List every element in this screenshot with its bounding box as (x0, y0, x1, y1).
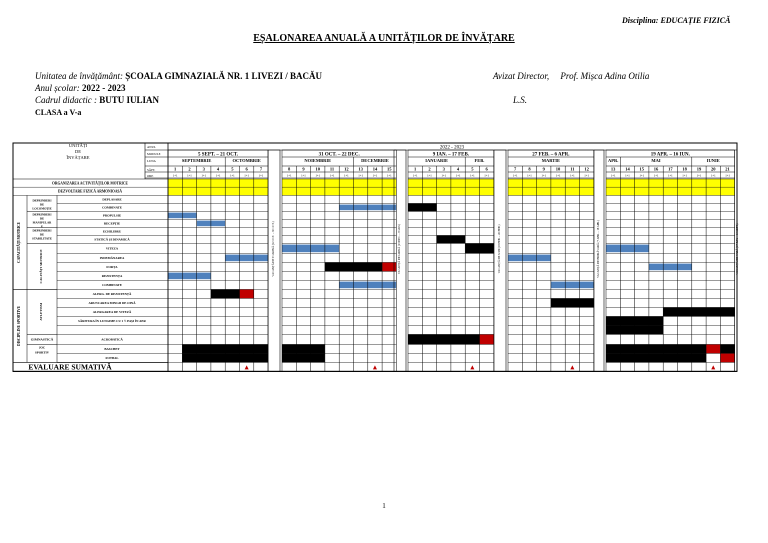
module-label: 5 SEPT. – 21 OCT. (197, 152, 239, 158)
hours-value: 1+1 (527, 173, 532, 178)
row-label: PROPULSIE (102, 213, 122, 218)
week-number: 4 (216, 166, 220, 172)
subgroup-label: DE (39, 216, 45, 221)
hours-value: 1+1 (244, 173, 250, 178)
hours-value: 1+1 (555, 173, 561, 178)
row-label: INDEMÂNAREA (99, 256, 125, 261)
hours-value: 1+1 (696, 173, 702, 178)
stamp-label: L.S. (513, 95, 528, 105)
subgroup-label: CALITĂȚI MOTRICE (39, 249, 43, 284)
week-number: 20 (711, 166, 716, 172)
schedule-cell-blue (225, 255, 268, 262)
week-number: 11 (570, 166, 575, 172)
week-number: 5 (471, 166, 474, 172)
hours-value: 1+1 (653, 173, 659, 178)
header-label-year: ANUL (147, 145, 156, 149)
hours-value: 1+1 (584, 173, 590, 178)
row-label: STATICĂ ȘI DINAMICĂ (94, 237, 130, 242)
month-label: OCTOMBRIE (232, 158, 261, 163)
schedule-cell-red (720, 353, 734, 362)
subgroup-label: DE (39, 202, 45, 207)
unit-label: Unitatea de învățământ: (35, 71, 123, 81)
week-number: 8 (528, 166, 531, 172)
row-label: ORGANIZAREA ACTIVITĂȚILOR MOTRICE (52, 181, 128, 186)
row-label: DEPLASARE (102, 197, 122, 202)
schedule-cell-black (606, 353, 706, 362)
week-number: 9 (542, 166, 545, 172)
hours-value: 1+1 (610, 173, 616, 178)
year-value: 2022 - 2023 (82, 83, 126, 93)
row-label: SĂRITURA ÎN LUNGIME CU 1 ½ PAȘI ÎN AER (78, 319, 146, 324)
schedule-cell-black (720, 344, 734, 353)
header-label-month: LUNA (147, 159, 156, 163)
row-label: ECHILIBRU (102, 229, 122, 234)
subgroup-label: DEPRINDERI (32, 228, 52, 233)
week-number: 10 (315, 166, 320, 172)
vacation-label: VACANȚĂ DE IARNĂ (23 DEC. – 8 IAN.) (398, 223, 401, 275)
vacation-label: VACANȚĂ DE PRIMĂVARĂ (7 APR. – 18 APR.) (597, 220, 600, 278)
header-label-week: SĂPT. (147, 168, 156, 172)
month-label: MAI (651, 158, 661, 163)
schedule-cell-black (282, 344, 325, 353)
schedule-cell-black (408, 334, 480, 344)
schedule-cell-black (663, 307, 735, 316)
header-label-modules: MODULE (147, 152, 161, 156)
evaluation-mark (570, 365, 574, 369)
approval-name: Prof. Mișca Adina Otilia (560, 71, 650, 81)
module-label: 27 FEB. – 6 APR. (532, 152, 570, 158)
hours-value: 1+1 (215, 173, 221, 178)
final-evaluation-label: EVALUARE SUMATIVĂ (28, 362, 112, 372)
month-label: MARTIE (541, 158, 561, 163)
week-number: 13 (358, 166, 363, 172)
hours-value: 1+1 (512, 173, 518, 178)
week-number: 1 (414, 166, 417, 172)
row-label: RECEPȚIE (103, 221, 121, 226)
week-number: 21 (725, 166, 730, 172)
schedule-cell-yellow (606, 179, 735, 187)
schedule-cell-blue (606, 245, 649, 253)
subgroup-label: SPORTIV (34, 350, 50, 355)
vacation-label: VACANȚĂ DE TOAMNĂ (22 OCT. – 30 OCT.) (272, 221, 275, 277)
hours-value: 1+1 (258, 173, 264, 178)
hours-value: 1+1 (372, 173, 378, 178)
schedule-cell-black (606, 344, 706, 353)
week-number: 12 (344, 166, 349, 172)
vacation-label: VACANȚĂ DE VARĂ (17 IUN. – 10 SEPT.) (735, 223, 739, 275)
schedule-cell-blue (649, 264, 692, 271)
hours-value: 1+1 (343, 173, 349, 178)
week-number: 14 (625, 166, 630, 172)
subgroup-label: DEPRINDERI (32, 212, 52, 217)
row-label: FORȚA (106, 265, 118, 270)
week-number: 19 (696, 166, 702, 172)
hours-value: 1+1 (229, 173, 235, 178)
week-number: 17 (668, 166, 673, 172)
row-label: ALERGAREA DE VITEZĂ (92, 310, 132, 315)
schedule-cell-blue (168, 273, 211, 280)
subgroup-label: MANIPULAR (32, 220, 52, 225)
row-label: FOTBAL (105, 356, 119, 361)
week-number: 4 (456, 166, 460, 172)
hours-value: 1+1 (541, 173, 547, 178)
schedule-cell-red (706, 344, 720, 353)
evaluation-mark (373, 365, 377, 369)
teacher-label: Cadrul didactic : (35, 95, 97, 105)
corner-title-line: UNITĂȚI (68, 143, 88, 148)
week-number: 2 (428, 166, 431, 172)
subgroup-label: DEPRINDERI (32, 198, 52, 203)
subgroup-label: STABILITATE (32, 236, 52, 241)
corner-title-line: ÎNVĂȚARE (66, 155, 90, 160)
week-number: 16 (653, 166, 659, 172)
week-number: 13 (610, 166, 616, 172)
week-number: 7 (259, 166, 263, 172)
teacher-value: BUTU IULIAN (99, 95, 160, 105)
month-label: IUNIE (706, 158, 720, 163)
discipline-label: Disciplina: EDUCAȚIE FIZICĂ (622, 16, 731, 25)
month-label: NOIEMBRIE (304, 158, 332, 163)
hours-value: 1+1 (455, 173, 461, 178)
hours-value: 1+1 (441, 173, 447, 178)
row-label: DEZVOLTARE FIZICĂ ARMONIOASĂ (57, 189, 123, 194)
month-label: IANUARIE (425, 158, 448, 163)
hours-value: 1+1 (315, 173, 321, 178)
subgroup-label: GIMNASTICĂ (30, 337, 54, 342)
vacation-label: VACANȚĂ DE SCHI (18 FEB. – 26 FEB.) (498, 224, 501, 274)
hours-value: 1+1 (187, 173, 192, 178)
group-label: CAPACITĂȚI MOTRICE (17, 221, 21, 263)
unit-value: ȘCOALA GIMNAZIALĂ NR. 1 LIVEZI / BACĂU (125, 71, 323, 81)
row-label: REZISTENȚA (101, 274, 123, 279)
hours-value: 1+1 (639, 173, 645, 178)
year-span: 2022 - 2023 (439, 145, 465, 151)
hours-value: 1+1 (201, 173, 207, 178)
row-label: COMBINATE (102, 283, 122, 288)
subgroup-label: JOC (38, 345, 46, 350)
subgroup-label: LOCOMOȚIE (32, 206, 52, 211)
schedule-cell-blue (551, 282, 594, 289)
header-label-hours: ORE (147, 174, 154, 178)
hours-value: 1+1 (412, 173, 418, 178)
schedule-cell-red (480, 334, 494, 344)
subgroup-label: ATLETISM (39, 303, 43, 321)
schedule-cell-yellow (606, 187, 735, 195)
hours-value: 1+1 (172, 173, 178, 178)
schedule-cell-black (551, 298, 594, 307)
module-label: 31 OCT. – 22 DEC. (318, 152, 360, 158)
module-label: 9 IAN. – 17 FEB. (432, 152, 470, 158)
hours-value: 1+1 (710, 173, 716, 178)
week-number: 9 (302, 166, 305, 172)
month-label: DECEMBRIE (361, 158, 389, 163)
approval-label: Avizat Director, (493, 71, 550, 81)
hours-value: 1+1 (667, 173, 673, 178)
hours-value: 1+1 (725, 173, 730, 178)
week-number: 2 (188, 166, 191, 172)
week-number: 11 (329, 166, 335, 172)
week-number: 18 (682, 166, 687, 172)
hours-value: 1+1 (386, 173, 392, 178)
week-number: 12 (584, 166, 589, 172)
year-label: Anul școlar: (35, 83, 80, 93)
subgroup-label: E (40, 224, 44, 229)
document-title: EȘALONAREA ANUALĂ A UNITĂȚILOR DE ÎNVĂȚARE (253, 33, 515, 44)
row-label: ALERG. DE REZISTENȚĂ (92, 292, 132, 297)
week-number: 5 (231, 166, 234, 172)
row-label: VITEZA (105, 246, 119, 251)
week-number: 3 (442, 166, 445, 172)
week-number: 7 (514, 166, 517, 172)
week-number: 14 (372, 166, 378, 172)
week-number: 8 (288, 166, 291, 172)
row-label: COMBINATE (102, 205, 122, 210)
schedule-cell-yellow (168, 179, 268, 187)
hours-value: 1+1 (427, 173, 432, 178)
hours-value: 1+1 (301, 173, 306, 178)
month-label: APR. (607, 158, 619, 163)
week-number: 3 (202, 166, 205, 172)
week-number: 15 (387, 166, 392, 172)
row-label: ARUNCAREA MINGII DE OINĂ (88, 301, 136, 306)
subgroup-label: DE (39, 232, 45, 237)
month-label: FEB. (474, 158, 485, 163)
week-number: 1 (174, 166, 177, 172)
row-label: BASCHET (104, 347, 120, 352)
row-label: ACROBATICĂ (101, 337, 123, 342)
schedule-cell-red (240, 289, 254, 298)
hours-value: 1+1 (682, 173, 688, 178)
page-number: 1 (382, 502, 386, 510)
hours-value: 1+1 (358, 173, 364, 178)
schedule-cell-black (282, 353, 325, 362)
schedule-cell-blue (508, 255, 551, 262)
hours-value: 1+1 (286, 173, 292, 178)
evaluation-mark (245, 365, 249, 369)
week-number: 6 (245, 166, 248, 172)
evaluation-mark (711, 365, 715, 369)
week-number: 10 (555, 166, 561, 172)
hours-value: 1+1 (484, 173, 490, 178)
schedule-cell-yellow (168, 187, 268, 195)
class-label: CLASA a V-a (35, 108, 82, 117)
corner-title-line: DE (75, 149, 81, 154)
hours-value: 1+1 (569, 173, 575, 178)
group-label: DISCIPLINE SPORTIVE (17, 305, 21, 346)
evaluation-mark (470, 365, 474, 369)
module-label: 19 APR. – 16 IUN. (650, 152, 690, 158)
hours-value: 1+1 (625, 173, 630, 178)
week-number: 6 (485, 166, 488, 172)
month-label: SEPTEMBRIE (181, 158, 212, 163)
week-number: 15 (639, 166, 644, 172)
hours-value: 1+1 (329, 173, 335, 178)
hours-value: 1+1 (469, 173, 475, 178)
